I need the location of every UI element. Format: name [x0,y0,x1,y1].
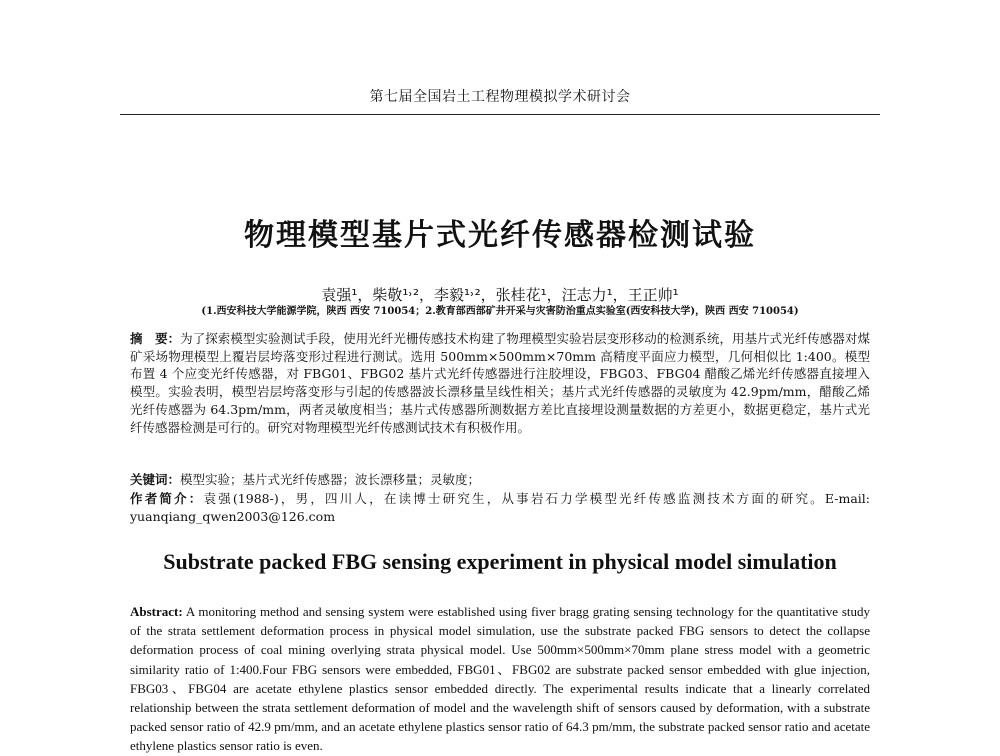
abstract-chinese-text: 为了探索模型实验测试手段，使用光纤光栅传感技术构建了物理模型实验岩层变形移动的检测系统，用基片式光纤传感器对煤矿采场物理模型上覆岩层垮落变形过程进行测试。选用 500mm×500mm×70mm 高精度平面应力模型，几何相似比 1:400。模型布置 4 个应变光纤传感器，对 FBG01、FBG02 基片式光纤传感器进行注胶埋设，FBG03、FBG04 醋酸乙烯光纤传感器直接埋入模型。实验表明，模型岩层垮落变形与引起的传感器波长漂移量呈线性相关；基片式光纤传感器的灵敏度为 42.9pm/mm，醋酸乙烯光纤传感器为 64.3pm/mm，两者灵敏度相当；基片式传感器所测数据方差比直接埋设测量数据的方差更小，数据更稳定，基片式光纤传感器检测是可行的。研究对物理模型光纤传感测试技术有积极作用。 [130,331,870,435]
running-header: 第七届全国岩土工程物理模拟学术研讨会 [120,82,880,115]
paper-title-chinese: 物理模型基片式光纤传感器检测试验 [244,218,756,253]
abstract-chinese [130,330,870,436]
author-biography [130,490,870,525]
keywords-chinese-label: 关键词： [130,472,181,487]
author-list-chinese: 袁强¹，柴敬¹˒²，李毅¹˒²，张桂花¹，汪志力¹，王正帅¹ [321,286,679,304]
author-biography-label: 作者简介： [130,491,204,506]
keywords-chinese [130,471,870,489]
abstract-english-text: A monitoring method and sensing system were established using fiver bragg grating sensing technology for the quantitative study of the strata settlement deformation process in physical model simulation, use the substrate packed FBG sensors to detect the collapse deformation process of coal mining overlying strata physical model. Use 500mm×500mm×70mm plane stress model with a geometric similarity ratio of 1:400.Four FBG sensors were embedded, FBG01、FBG02 are substrate packed sensor embedded with glue injection, FBG03、FBG04 are acetate ethylene plastics sensor embedded directly. The experimental results indicate that a linearly correlated relationship between the strata settlement deformation of model and the wavelength shift of sensors caused by deformation, with a substrate packed sensor ratio of 42.9 pm/mm, and an acetate ethylene plastics sensor ratio of 64.3 pm/mm, the substrate packed sensor ratio and acetate ethylene plastics sensor ratio is even. [130,604,870,754]
affiliations-chinese: (1.西安科技大学能源学院，陕西 西安 710054；2.教育部西部矿井开采与灾害防治重点实验室(西安科技大学)，陕西 西安 710054) [201,306,799,317]
paper-title-english: Substrate packed FBG sensing experiment in physical model simulation [163,549,837,574]
keywords-chinese-text: 模型实验；基片式光纤传感器；波长漂移量；灵敏度； [180,472,481,487]
abstract-english [130,602,870,754]
author-biography-text: 袁强(1988-)，男，四川人，在读博士研究生，从事岩石力学模型光纤传感监测技术方面的研究。E-mail: yuanqiang_qwen2003@126.com [130,491,870,524]
abstract-english-label: Abstract: [130,604,183,619]
abstract-chinese-label: 摘 要： [130,331,181,346]
